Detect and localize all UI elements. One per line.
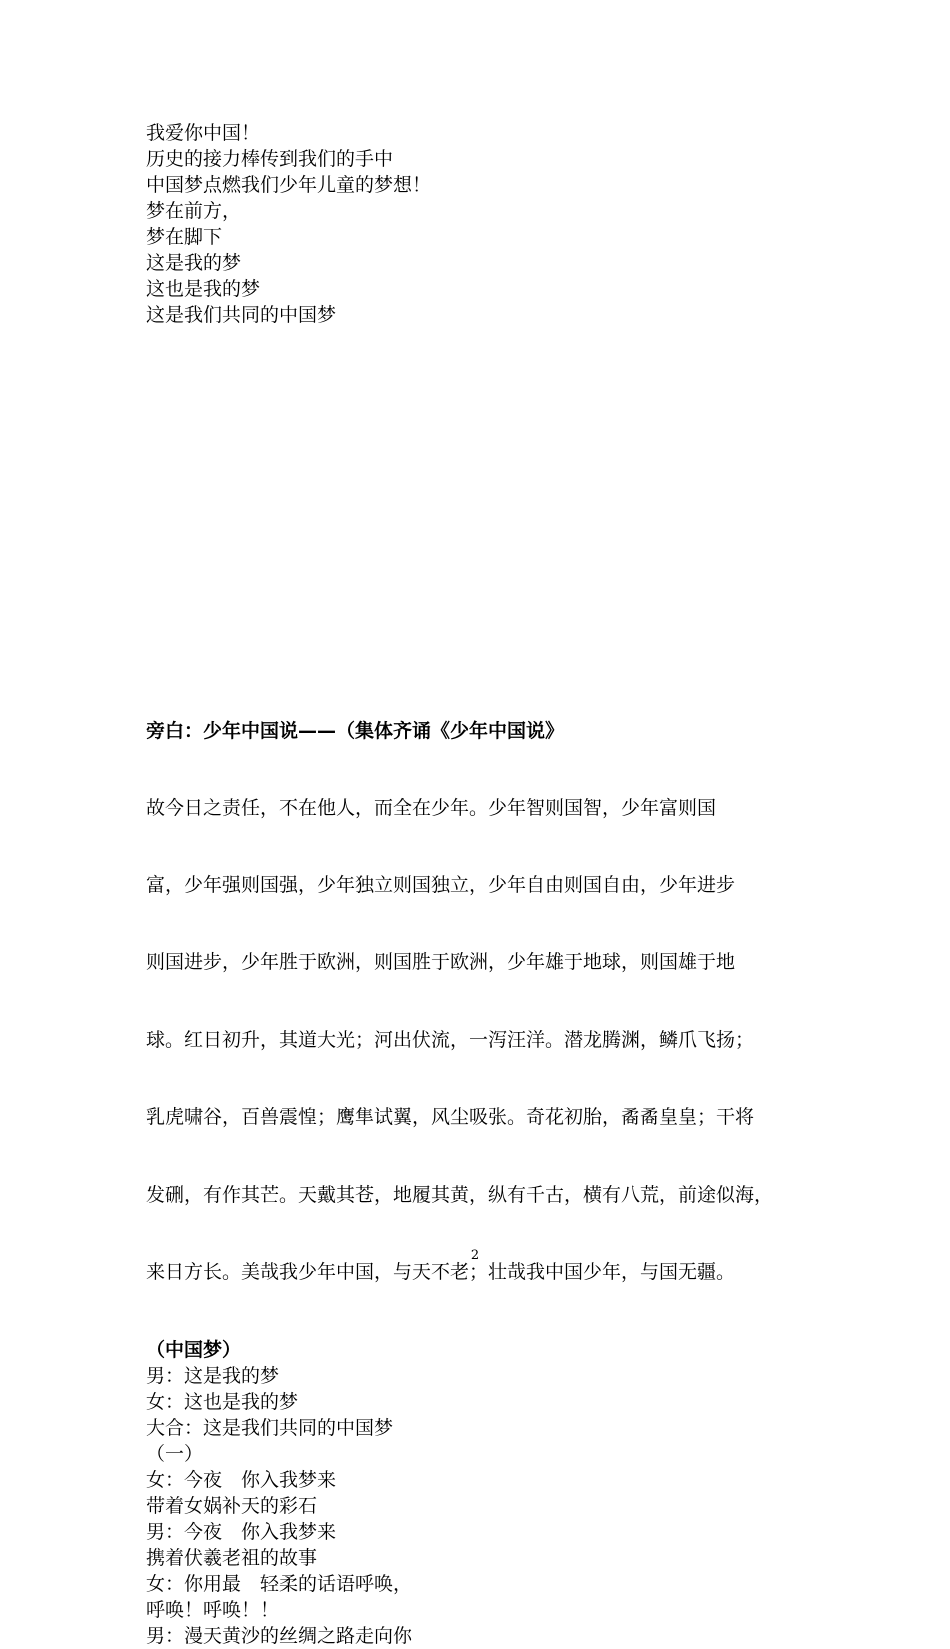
- narration-heading: 旁白：少年中国说——（集体齐诵《少年中国说》: [146, 720, 565, 742]
- dialogue-line: 大合：这是我们共同的中国梦: [146, 1417, 394, 1440]
- poem-line: 梦在前方，: [146, 200, 242, 222]
- page-number: 2: [470, 1248, 480, 1263]
- paragraph-line: 乳虎啸谷，百兽震惶；鹰隼试翼，风尘吸张。奇花初胎，矞矞皇皇；干将: [146, 1106, 755, 1129]
- dialogue-line: 带着女娲补天的彩石: [146, 1495, 318, 1518]
- dialogue-line: 女：这也是我的梦: [146, 1391, 299, 1414]
- section-title: （中国梦）: [146, 1339, 242, 1362]
- part-marker: （一）: [146, 1443, 204, 1466]
- poem-line: 这是我的梦: [146, 252, 242, 274]
- script-section: [146, 718, 826, 1649]
- poem-line: 这也是我的梦: [146, 278, 261, 300]
- dialogue-line: 女：你用最 轻柔的话语呼唤，: [146, 1573, 413, 1596]
- poem-line: 历史的接力棒传到我们的手中: [146, 148, 394, 170]
- paragraph-line: 富，少年强则国强，少年独立则国独立，少年自由则国自由，少年进步: [146, 873, 736, 896]
- paragraph-line: 发硎，有作其芒。天戴其苍，地履其黄，纵有千古，横有八荒，前途似海，: [146, 1183, 774, 1206]
- poem-line: 这是我们共同的中国梦: [146, 304, 337, 326]
- paragraph-line: 故今日之责任，不在他人，而全在少年。少年智则国智，少年富则国: [146, 796, 717, 819]
- paragraph-line: 来日方长。美哉我少年中国，与天不老；壮哉我中国少年，与国无疆。: [146, 1260, 736, 1283]
- dialogue-line: 携着伏羲老祖的故事: [146, 1547, 318, 1570]
- opening-poem: [146, 120, 826, 328]
- poem-line: 中国梦点燃我们少年儿童的梦想！: [146, 174, 432, 196]
- paragraph-line: 则国进步，少年胜于欧洲，则国胜于欧洲，少年雄于地球，则国雄于地: [146, 951, 736, 974]
- paragraph-line: 球。红日初升，其道大光；河出伏流，一泻汪洋。潜龙腾渊，鳞爪飞扬；: [146, 1028, 755, 1051]
- dialogue-line: 男：今夜 你入我梦来: [146, 1521, 337, 1544]
- dialogue-line: 女：今夜 你入我梦来: [146, 1469, 337, 1492]
- poem-line: 梦在脚下: [146, 226, 223, 248]
- dialogue-line: 男：漫天黄沙的丝绸之路走向你: [146, 1625, 413, 1648]
- dialogue-line: 男：这是我的梦: [146, 1365, 280, 1388]
- poem-line: 我爱你中国！: [146, 122, 261, 144]
- dialogue-line: 呼唤！呼唤！！: [146, 1599, 280, 1622]
